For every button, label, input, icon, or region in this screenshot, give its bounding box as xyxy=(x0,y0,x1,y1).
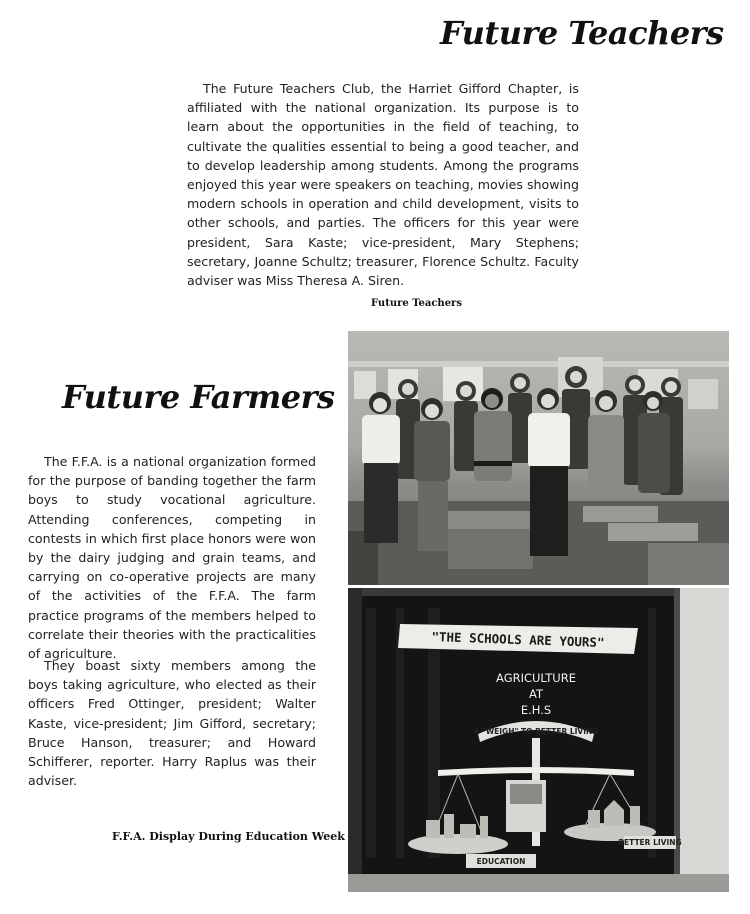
sign-line-2: AT xyxy=(529,687,543,701)
future-teachers-caption: Future Teachers xyxy=(371,298,462,309)
future-teachers-group-photo xyxy=(348,331,729,585)
future-farmers-paragraph-1: The F.F.A. is a national organization formed for the purpose of banding together the farm boys to study vocational agriculture. Attending conferences, competing in contests in which first place honors were won by the dairy judging and grain teams, and carrying on co-operative projects are many of the activities of the F.F.A. The farm practice programs of the members helped to correlate their theories with the practicalities of agriculture. xyxy=(28,454,316,662)
sign-line-1: AGRICULTURE xyxy=(496,671,576,685)
sign-line-3: E.H.S xyxy=(520,703,552,717)
future-teachers-title: Future Teachers xyxy=(440,14,724,52)
ffa-display-caption: F.F.A. Display During Education Week xyxy=(112,830,345,843)
future-farmers-title: Future Farmers xyxy=(62,378,335,416)
future-farmers-paragraph-2: They boast sixty members among the boys taking agriculture, who elected as their officers Fred Ottinger, president; Walter Kaste, vice-president; Jim Gifford, secretary; Bruce Hanson, treasurer; and Howard Schifferer, reporter. Harry Raplus was their adviser. xyxy=(28,658,316,789)
ffa-display-photo xyxy=(348,588,729,892)
education-sign: EDUCATION xyxy=(476,857,526,866)
arch-text: A "WEIGH" TO BETTER LIVING xyxy=(473,727,599,736)
future-teachers-paragraph: The Future Teachers Club, the Harriet Gifford Chapter, is affiliated with the national organization. Its purpose is to learn about the opportunities in the field of teaching, to cultivate the qualities essential to being a good teacher, and to develop leadership among students. Among the programs enjoyed this year were speakers on teaching, movies showing modern schools in operation and child development, visits to other schools, and parties. The officers for this year were president, Sara Kaste; vice-president, Mary Stephens; secretary, Joanne Schultz; treasurer, Florence Schultz. Faculty adviser was Miss Theresa A. Siren. xyxy=(187,81,580,289)
banner-text: "THE SCHOOLS ARE YOURS" xyxy=(431,628,605,651)
better-living-sign: BETTER LIVING xyxy=(618,838,682,847)
